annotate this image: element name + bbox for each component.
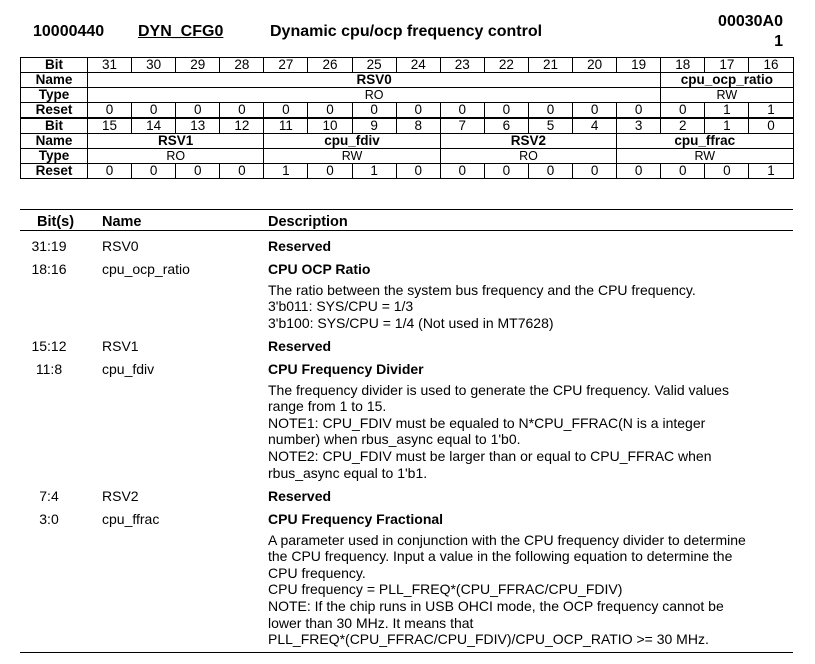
bit-number: 24 bbox=[396, 58, 440, 73]
reset-value: 0 bbox=[220, 164, 264, 179]
row-description bbox=[268, 361, 793, 481]
lower-reset-row bbox=[21, 164, 794, 179]
row-description-title: CPU OCP Ratio bbox=[268, 261, 371, 277]
row-label-reset: Reset bbox=[21, 164, 88, 179]
field-type: RW bbox=[617, 149, 793, 164]
row-description bbox=[268, 511, 793, 648]
register-name: DYN_CFG0 bbox=[138, 23, 224, 40]
field-name: cpu_ocp_ratio bbox=[661, 73, 793, 88]
row-label-type: Type bbox=[21, 88, 88, 103]
row-description-title: Reserved bbox=[268, 338, 332, 354]
reset-value: 0 bbox=[573, 103, 617, 119]
header-name: Name bbox=[102, 214, 142, 230]
reset-value: 0 bbox=[528, 103, 572, 119]
offset-value: 00030A0 bbox=[718, 13, 783, 30]
bit-number: 30 bbox=[132, 58, 176, 73]
reset-value: 1 bbox=[749, 103, 793, 119]
bit-number: 12 bbox=[220, 118, 264, 134]
bit-number: 21 bbox=[528, 58, 572, 73]
upper-name-row bbox=[21, 73, 794, 88]
row-field-name: cpu_ocp_ratio bbox=[102, 261, 190, 277]
field-type: RO bbox=[88, 149, 264, 164]
reset-value: 0 bbox=[264, 103, 308, 119]
bit-number: 13 bbox=[176, 118, 220, 134]
row-description-line: the CPU frequency. Input a value in the following equation to determine the bbox=[268, 548, 733, 565]
row-label-bit: Bit bbox=[21, 118, 88, 134]
bit-number: 3 bbox=[617, 118, 661, 134]
field-type: RO bbox=[88, 88, 661, 103]
bit-number: 18 bbox=[661, 58, 705, 73]
bit-number: 9 bbox=[352, 118, 396, 134]
reset-value: 0 bbox=[396, 164, 440, 179]
reset-value: 0 bbox=[440, 103, 484, 119]
row-description-line: number) when rbus_async equal to 1'b0. bbox=[268, 431, 521, 448]
header-bits: Bit(s) bbox=[37, 214, 75, 230]
row-field-name: RSV0 bbox=[102, 238, 139, 254]
row-bits: 15:12 bbox=[31, 338, 67, 354]
row-description-line: A parameter used in conjunction with the CPU frequency divider to determine bbox=[268, 531, 746, 548]
reset-value: 0 bbox=[88, 164, 132, 179]
bit-number: 15 bbox=[88, 118, 132, 134]
reset-value: 0 bbox=[617, 164, 661, 179]
reset-value: 0 bbox=[484, 103, 528, 119]
bit-number: 5 bbox=[528, 118, 572, 134]
reset-value: 1 bbox=[705, 103, 749, 119]
row-label-name: Name bbox=[21, 73, 88, 88]
row-bits: 31:19 bbox=[31, 238, 67, 254]
row-description-line: NOTE2: CPU_FDIV must be larger than or equal to CPU_FFRAC when bbox=[268, 447, 712, 464]
bit-number: 26 bbox=[308, 58, 352, 73]
offset-suffix: 1 bbox=[774, 33, 783, 50]
reset-value: 0 bbox=[440, 164, 484, 179]
row-label-bit: Bit bbox=[21, 58, 88, 73]
row-description-line: CPU frequency = PLL_FREQ*(CPU_FFRAC/CPU_FDIV) bbox=[268, 581, 623, 598]
field-type: RO bbox=[440, 149, 616, 164]
row-description-line: The frequency divider is used to generate the CPU frequency. Valid values bbox=[268, 381, 729, 398]
reset-value: 0 bbox=[617, 103, 661, 119]
reset-value: 0 bbox=[176, 103, 220, 119]
bit-number: 23 bbox=[440, 58, 484, 73]
bit-number: 1 bbox=[705, 118, 749, 134]
bit-number: 20 bbox=[573, 58, 617, 73]
row-bits: 7:4 bbox=[39, 488, 59, 504]
row-description-title: Reserved bbox=[268, 238, 332, 254]
row-description-line: 3'b011: SYS/CPU = 1/3 bbox=[268, 298, 414, 315]
bit-number: 6 bbox=[484, 118, 528, 134]
upper-bit-row bbox=[21, 58, 794, 73]
reset-value: 0 bbox=[352, 103, 396, 119]
row-description-title: Reserved bbox=[268, 488, 332, 504]
row-description bbox=[268, 238, 793, 259]
desc-table-top-rule bbox=[20, 209, 793, 210]
row-description-title: CPU Frequency Fractional bbox=[268, 511, 444, 527]
register-offset bbox=[718, 12, 783, 52]
reset-value: 0 bbox=[573, 164, 617, 179]
reset-value: 0 bbox=[396, 103, 440, 119]
row-description-line: CPU frequency. bbox=[268, 564, 366, 581]
register-address: 10000440 bbox=[33, 23, 105, 40]
bit-number: 8 bbox=[396, 118, 440, 134]
reset-value: 0 bbox=[132, 103, 176, 119]
desc-table-header-rule bbox=[20, 230, 793, 231]
reset-value: 1 bbox=[264, 164, 308, 179]
bit-number: 10 bbox=[308, 118, 352, 134]
row-description-line: NOTE: If the chip runs in USB OHCI mode, the OCP frequency cannot be bbox=[268, 597, 724, 614]
desc-table-bottom-rule bbox=[20, 652, 793, 653]
bit-number: 17 bbox=[705, 58, 749, 73]
bit-number: 28 bbox=[220, 58, 264, 73]
bit-number: 11 bbox=[264, 118, 308, 134]
row-field-name: RSV1 bbox=[102, 338, 139, 354]
bit-number: 16 bbox=[749, 58, 793, 73]
reset-value: 0 bbox=[132, 164, 176, 179]
bit-number: 14 bbox=[132, 118, 176, 134]
register-title: Dynamic cpu/ocp frequency control bbox=[270, 23, 543, 40]
bit-number: 27 bbox=[264, 58, 308, 73]
reset-value: 0 bbox=[308, 103, 352, 119]
row-description-line: PLL_FREQ*(CPU_FFRAC/CPU_FDIV)/CPU_OCP_RATIO >= 30 MHz. bbox=[268, 631, 709, 648]
bit-number: 19 bbox=[617, 58, 661, 73]
bit-number: 29 bbox=[176, 58, 220, 73]
field-name: RSV0 bbox=[88, 73, 661, 88]
upper-type-row bbox=[21, 88, 794, 103]
row-description bbox=[268, 338, 793, 359]
reset-value: 0 bbox=[220, 103, 264, 119]
row-bits: 3:0 bbox=[39, 511, 59, 527]
bit-number: 25 bbox=[352, 58, 396, 73]
row-field-name: cpu_ffrac bbox=[102, 511, 160, 527]
row-description-line: rbus_async equal to 1'b1. bbox=[268, 464, 428, 481]
row-description-title: CPU Frequency Divider bbox=[268, 361, 424, 377]
row-field-name: cpu_fdiv bbox=[102, 361, 155, 377]
row-description-line: The ratio between the system bus frequency and the CPU frequency. bbox=[268, 281, 696, 298]
upper-reset-row bbox=[21, 103, 794, 119]
row-description-line: lower than 30 MHz. It means that bbox=[268, 614, 474, 631]
row-description-line: NOTE1: CPU_FDIV must be equaled to N*CPU_FFRAC(N is a integer bbox=[268, 414, 706, 431]
row-description bbox=[268, 488, 793, 509]
reset-value: 0 bbox=[176, 164, 220, 179]
reset-value: 0 bbox=[528, 164, 572, 179]
reset-value: 0 bbox=[484, 164, 528, 179]
reset-value: 0 bbox=[88, 103, 132, 119]
lower-name-row bbox=[21, 134, 794, 149]
row-field-name: RSV2 bbox=[102, 488, 139, 504]
bit-number: 4 bbox=[573, 118, 617, 134]
bit-number: 7 bbox=[440, 118, 484, 134]
row-label-type: Type bbox=[21, 149, 88, 164]
bit-number: 22 bbox=[484, 58, 528, 73]
reset-value: 0 bbox=[661, 164, 705, 179]
field-name: cpu_fdiv bbox=[264, 134, 440, 149]
row-bits: 18:16 bbox=[31, 261, 67, 277]
row-description bbox=[268, 261, 793, 331]
row-description-line: range from 1 to 15. bbox=[268, 398, 387, 415]
reset-value: 0 bbox=[661, 103, 705, 119]
reset-value: 0 bbox=[705, 164, 749, 179]
bit-number: 2 bbox=[661, 118, 705, 134]
row-label-name: Name bbox=[21, 134, 88, 149]
lower-type-row bbox=[21, 149, 794, 164]
reset-value: 1 bbox=[749, 164, 793, 179]
lower-bit-row bbox=[21, 118, 794, 134]
row-description-line: 3'b100: SYS/CPU = 1/4 (Not used in MT7628) bbox=[268, 314, 554, 331]
reset-value: 0 bbox=[308, 164, 352, 179]
row-bits: 11:8 bbox=[35, 361, 63, 377]
bit-number: 31 bbox=[88, 58, 132, 73]
field-name: cpu_ffrac bbox=[617, 134, 793, 149]
bit-number: 0 bbox=[749, 118, 793, 134]
row-label-reset: Reset bbox=[21, 103, 88, 119]
field-name: RSV1 bbox=[88, 134, 264, 149]
register-bitfield-table bbox=[20, 57, 794, 179]
reset-value: 1 bbox=[352, 164, 396, 179]
field-type: RW bbox=[661, 88, 793, 103]
header-description: Description bbox=[268, 214, 348, 230]
field-type: RW bbox=[264, 149, 440, 164]
field-name: RSV2 bbox=[440, 134, 616, 149]
